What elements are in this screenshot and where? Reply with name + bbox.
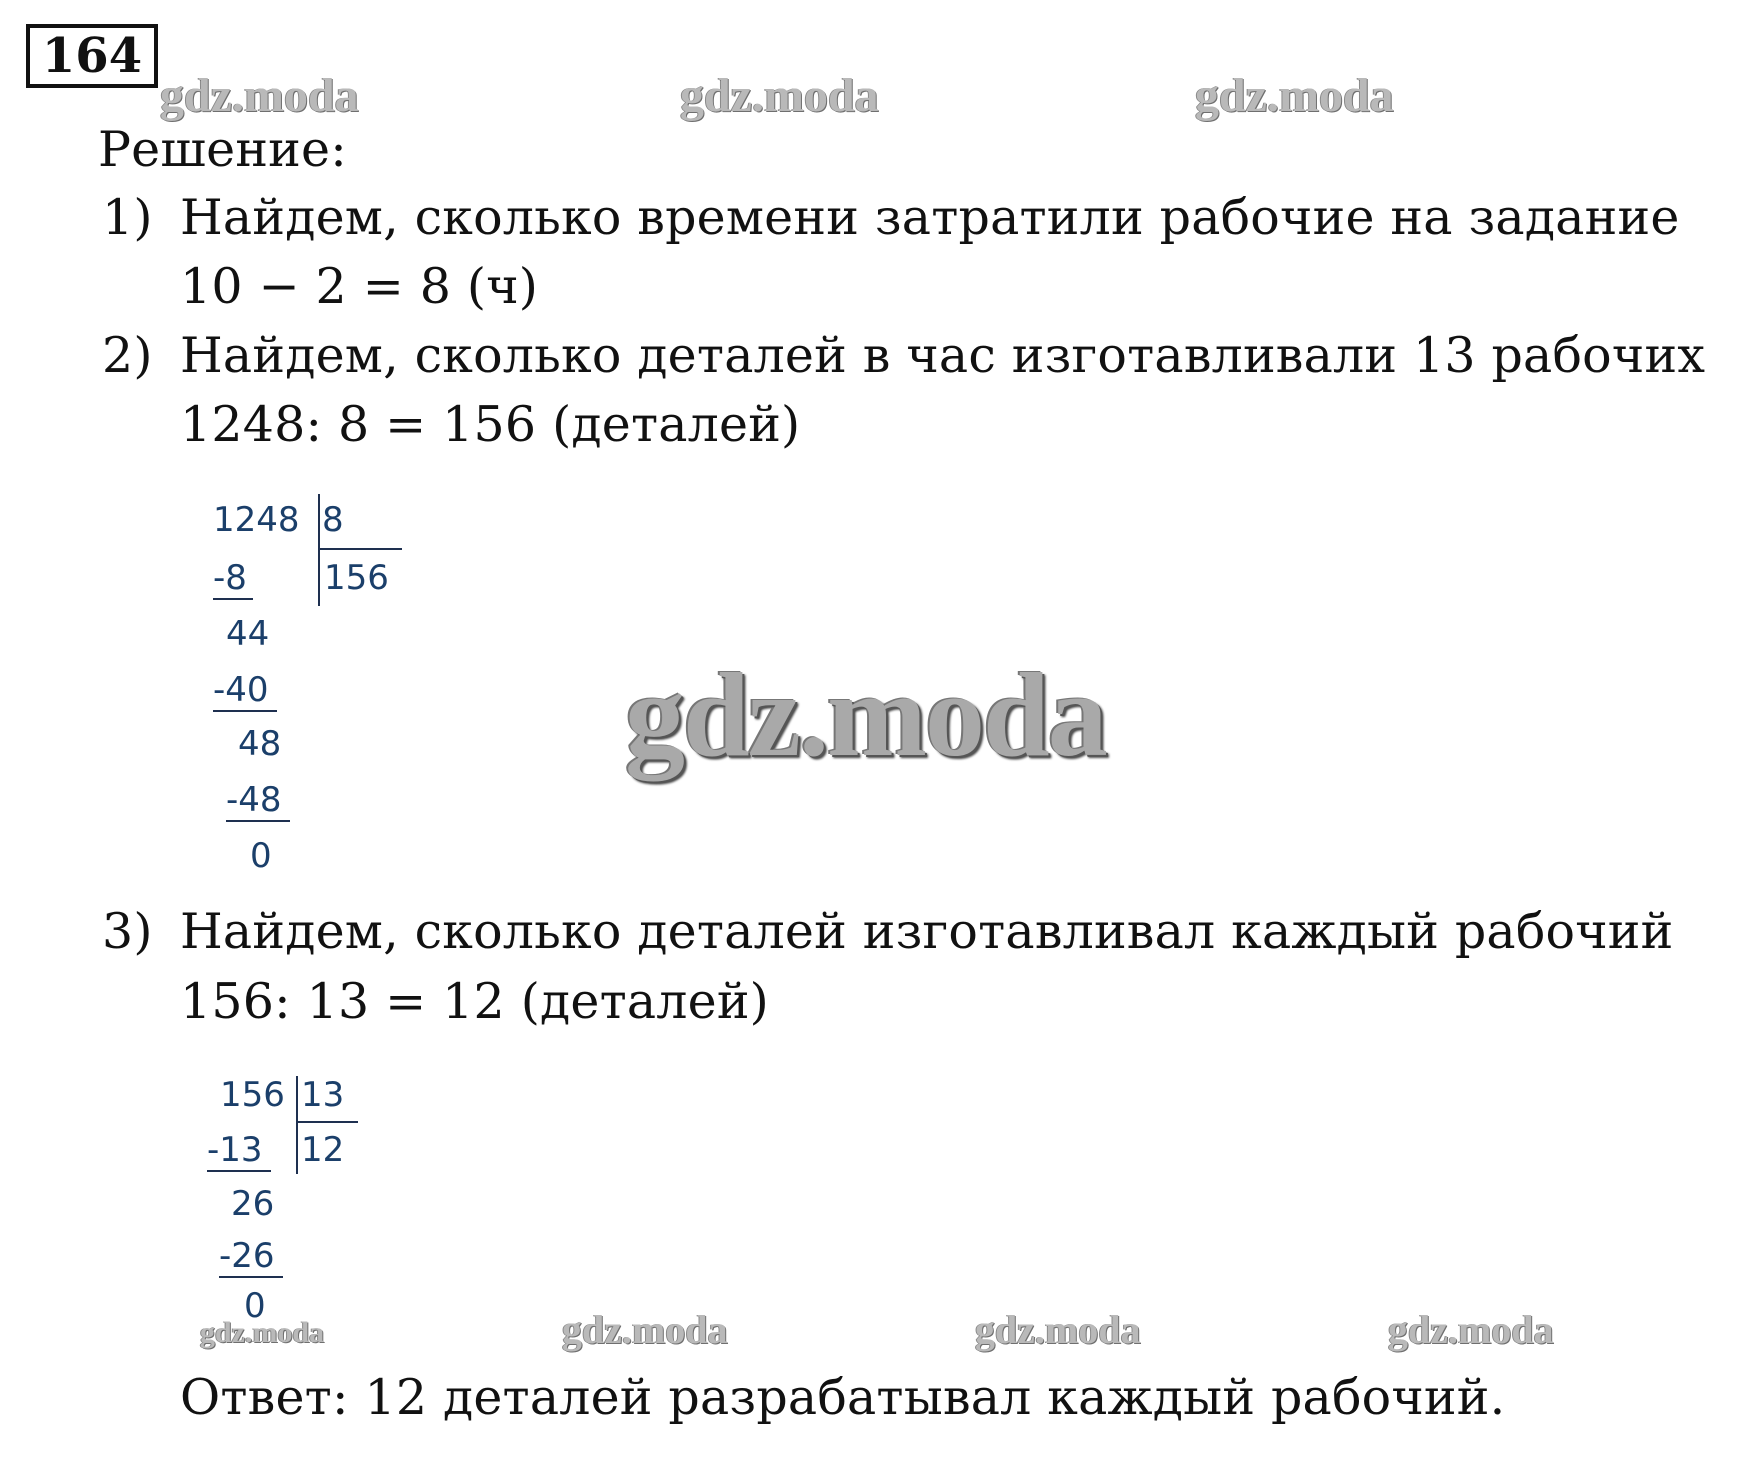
- divisor: 8: [322, 500, 344, 540]
- subtraction-line: [213, 710, 277, 712]
- divisor: 13: [301, 1075, 345, 1115]
- step-2-formula: 1248: 8 = 156 (деталей): [180, 396, 801, 453]
- step-1-formula: 10 − 2 = 8 (ч): [180, 258, 539, 315]
- dividend: 1248: [213, 500, 300, 540]
- step-1-marker: 1): [102, 189, 153, 246]
- step-2-text: Найдем, сколько деталей в час изготавливали 13 рабочих: [180, 327, 1706, 384]
- watermark: gdz.moda: [562, 1307, 728, 1352]
- watermark: gdz.moda: [1195, 69, 1394, 122]
- remainder-row: 26: [231, 1184, 275, 1224]
- remainder-row: 0: [250, 836, 272, 876]
- watermark: gdz.moda: [1388, 1307, 1554, 1352]
- problem-number: 164: [26, 24, 158, 88]
- division-bracket-horizontal: [296, 1121, 358, 1123]
- subtraction-line: [207, 1170, 271, 1172]
- subtrahend-row: -13: [207, 1130, 263, 1170]
- division-bracket-vertical: [296, 1076, 298, 1174]
- watermark: gdz.moda: [680, 69, 879, 122]
- subtraction-line: [213, 598, 253, 600]
- remainder-row: 44: [226, 614, 270, 654]
- division-bracket-horizontal: [318, 548, 402, 550]
- step-3-marker: 3): [102, 903, 153, 960]
- answer-line: Ответ: 12 деталей разрабатывал каждый рабочий.: [180, 1369, 1506, 1426]
- subtrahend-row: -48: [226, 780, 282, 820]
- solution-heading: Решение:: [98, 121, 347, 178]
- watermark: gdz.moda: [625, 648, 1106, 781]
- step-3-formula: 156: 13 = 12 (деталей): [180, 973, 770, 1030]
- quotient: 156: [324, 558, 389, 598]
- step-2-marker: 2): [102, 327, 153, 384]
- remainder-row: 48: [238, 724, 282, 764]
- subtrahend-row: -40: [213, 670, 269, 710]
- watermark: gdz.moda: [200, 1316, 325, 1349]
- step-3-text: Найдем, сколько деталей изготавливал каждый рабочий: [180, 903, 1674, 960]
- watermark: gdz.moda: [160, 69, 359, 122]
- step-1-text: Найдем, сколько времени затратили рабочие на задание: [180, 189, 1680, 246]
- quotient: 12: [301, 1130, 345, 1170]
- dividend: 156: [220, 1075, 285, 1115]
- subtrahend-row: -8: [213, 558, 247, 598]
- watermark: gdz.moda: [975, 1307, 1141, 1352]
- division-bracket-vertical: [318, 494, 320, 606]
- subtraction-line: [226, 820, 290, 822]
- remainder-row: 0: [244, 1286, 266, 1326]
- subtraction-line: [219, 1276, 283, 1278]
- subtrahend-row: -26: [219, 1236, 275, 1276]
